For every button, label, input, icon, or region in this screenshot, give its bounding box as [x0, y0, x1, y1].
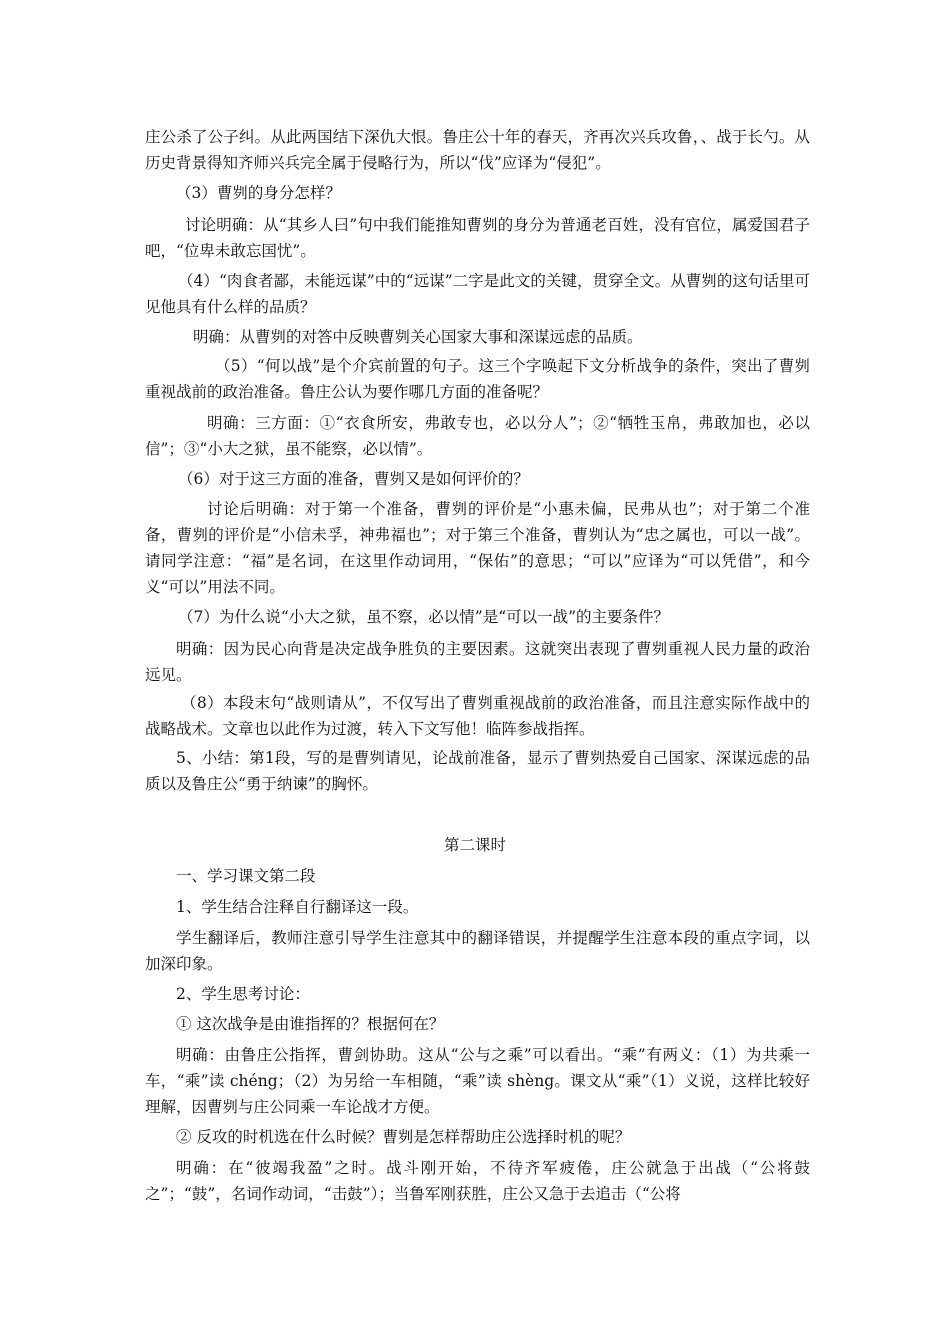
paragraph-5: 明确：从曹刿的对答中反映曹刿关心国家大事和深谋远虑的品质。 [193, 328, 643, 346]
paragraph-9: 讨论后明确：对于第一个准备，曹刿的评价是“小惠未偏，民弗从也”；对于第二个准备，曹刿的评价是“小信未孚，神弗福也”；对于第三个准备，曹刿认为“忠之属也，可以一战”。请同学注意：“福”是名词，在这里作动词用，“保佑”的意思；“可以”应译为“可以凭借”，和今义“可以”用法不同。 [145, 500, 810, 596]
paragraph-18: ① 这次战争是由谁指挥的？根据何在？ [176, 1015, 445, 1033]
paragraph-16: 学生翻译后，教师注意引导学生注意其中的翻译错误，并提醒学生注意本段的重点字词，以加深印象。 [145, 929, 810, 973]
paragraph-20: ② 反攻的时机选在什么时候？曹刿是怎样帮助庄公选择时机的呢？ [176, 1128, 631, 1146]
paragraph-17: 2、学生思考讨论： [176, 985, 310, 1003]
paragraph-3: 讨论明确：从“其乡人曰”句中我们能推知曹刿的身分为普通老百姓，没有官位，属爱国君子吧，“位卑未敢忘国忧”。 [145, 216, 810, 260]
paragraph-14: 一、学习课文第二段 [176, 867, 316, 885]
paragraph-10: （7）为什么说“小大之狱，虽不察，必以情”是“可以一战”的主要条件？ [178, 608, 670, 626]
section-title: 第二课时 [443, 836, 506, 854]
paragraph-21: 明确：在“彼竭我盈”之时。战斗刚开始，不待齐军疲倦，庄公就急于出战（“公将鼓之”；“鼓”，名词作动词，“击鼓”）；当鲁军刚获胜，庄公又急于去追击（“公将 [145, 1159, 810, 1203]
paragraph-15: 1、学生结合注释自行翻译这一段。 [176, 898, 419, 916]
paragraph-8: （6）对于这三方面的准备，曹刿又是如何评价的？ [178, 470, 529, 488]
paragraph-1: 庄公杀了公子纠。从此两国结下深仇大恨。鲁庄公十年的春天，齐再次兴兵攻鲁，、战于长勺。从历史背景得知齐师兴兵完全属于侵略行为，所以“伐”应译为“侵犯”。 [145, 128, 810, 172]
paragraph-2: （3）曹刿的身分怎样？ [176, 184, 341, 202]
paragraph-6: （5）“何以战”是个介宾前置的句子。这三个字唤起下文分析战争的条件，突出了曹刿重视战前的政治准备。鲁庄公认为要作哪几方面的准备呢？ [145, 357, 810, 401]
paragraph-19: 明确：由鲁庄公指挥，曹剑协助。这从“公与之乘”可以看出。“乘”有两义：（1）为共乘一车，“乘”读 chéng；（2）为另给一车相随，“乘”读 shèng。课文从“乘”（1）义说，这样比较好理解，因曹刿与庄公同乘一车论战才方便。 [145, 1046, 810, 1116]
paragraph-12: （8）本段末句“战则请从”，不仅写出了曹刿重视战前的政治准备，而且注意实际作战中的战略战术。文章也以此作为过渡，转入下文写他！临阵参战指挥。 [145, 694, 810, 738]
paragraph-13: 5、小结：第1段，写的是曹刿请见，论战前准备，显示了曹刿热爱自己国家、深谋远虑的品质以及鲁庄公“勇于纳谏”的胸怀。 [145, 749, 810, 793]
paragraph-11: 明确：因为民心向背是决定战争胜负的主要因素。这就突出表现了曹刿重视人民力量的政治远见。 [145, 640, 810, 684]
paragraph-7: 明确：三方面：①“衣食所安，弗敢专也，必以分人”；②“牺牲玉帛，弗敢加也，必以信”；③“小大之狱，虽不能察，必以情”。 [145, 414, 810, 458]
paragraph-4: （4）“肉食者鄙，未能远谋”中的“远谋”二字是此文的关键，贯穿全文。从曹刿的这句话里可见他具有什么样的品质？ [145, 272, 810, 316]
